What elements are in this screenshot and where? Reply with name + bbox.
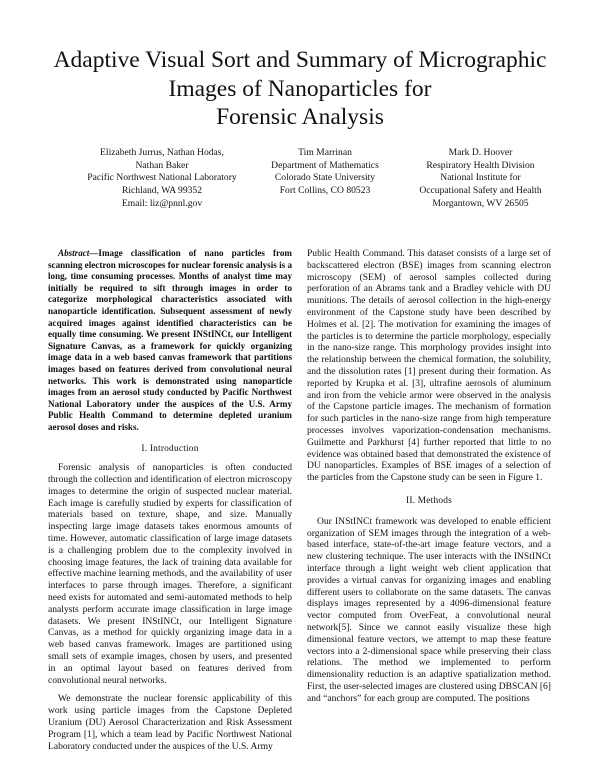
title-line: Forensic Analysis (216, 104, 384, 130)
author-affiliation: Respiratory Health Division (426, 159, 535, 171)
author-names: Tim Marrinan (298, 147, 352, 158)
intro-paragraph-continued: Public Health Command. This dataset consists of a large set of backscattered electron (BSE) images from scanning electron microscopy (SEM) of aerosol samples collected during perforation of an Abrams tank and a Bradley vehicle with DU munitions. The details of aerosol collection in the high-energy environment of the Capstone study have been described by Holmes et al. [2]. The motivation for examining the images of the particles is to determine the particle morphology, especially in the nano-size range. This morphology provides insight into the relationship between the chemical formation, the solubility, and the dissolution rates [1] present during their formation. As reported by Krupka et al. [3], ultrafine aerosols of aluminum and iron from the vehicle armor were observed in the analysis of the Capstone particle images. The mechanism of formation for such particles in the nano-size range from high temperature processes involves vaporization-condensation mechanisms. Guilmette and Parkhurst [4] further reported that little to no evidence was obtained based that demonstrated the existence of DU nanoparticles. Examples of BSE images of a selection of the particles from the Capstone study can be seen in Figure 1. (307, 248, 551, 484)
section-heading-introduction: I. Introduction (141, 443, 199, 454)
author-names: Nathan Baker (135, 159, 189, 171)
author-affiliation: Department of Mathematics (271, 159, 379, 171)
abstract-label: Abstract (58, 248, 90, 258)
title-line: Images of Nanoparticles for (168, 75, 432, 102)
intro-paragraph: We demonstrate the nuclear forensic applicability of this work using particle images from the Capstone Depleted Uranium (DU) Aerosol Characterization and Risk Assessment Program [1], which a team lead by Pacific Northwest National Laboratory conducted under the auspices of the U.S. Army (48, 693, 292, 752)
abstract (48, 248, 292, 434)
author-block-csu (250, 147, 400, 198)
left-column (48, 248, 292, 752)
abstract-text: —Image classification of nano particles from scanning electron microscopes for nuclear forensic analysis is a long, time consuming processes. Months of analyst time may initially be required to sift through images in order to categorize morphological characteristics associated with nanoparticle identification. Subsequent assessment of newly acquired images against identified characteristics can be equally time consuming. We present INStINCt, our Intelligent Signature Canvas, as a framework for quickly organizing image data in a web based canvas framework that partitions images based on features derived from convolutional neural networks. This work is demonstrated using nanoparticle images from an aerosol study conducted by Pacific Northwest National Laboratory under the auspices of the U.S. Army Public Health Command to determine depleted uranium aerosol doses and risks. (48, 248, 292, 432)
author-block-pnnl (72, 147, 252, 211)
author-block-niosh (388, 147, 573, 211)
author-address: Richland, WA 99352 (121, 185, 203, 197)
paper-title (30, 46, 570, 132)
author-affiliation: Occupational Safety and Health (419, 185, 542, 197)
right-column (307, 248, 551, 704)
section-heading-methods: II. Methods (406, 495, 452, 506)
title-line: Adaptive Visual Sort and Summary of Micrographic (53, 47, 547, 73)
author-address: Morgantown, WV 26505 (432, 197, 529, 209)
author-names: Mark D. Hoover (448, 147, 513, 158)
methods-paragraph: Our INStINCt framework was developed to enable efficient organization of SEM images through the integration of a web-based interface, state-of-the-art image feature vectors, and a new clustering technique. The user interacts with the INStINCt interface through a light weight web client application that provides a virtual canvas for organizing images and enabling different users to collaborate on the same datasets. The canvas displays images represented by a 4096-dimensional feature vector computed from OverFeat, a convolutional neural network[5]. Since we cannot easily visualize these high dimensional feature vectors, we attempt to map these feature vectors into a 2-dimensional space while preserving their class relations. The method we implemented to perform dimensionality reduction is an adaptive spatialization method. First, the user-selected images are clustered using DBSCAN [6] and “anchors” for each group are computed. The positions (307, 515, 551, 704)
author-names: Elizabeth Jurrus, Nathan Hodas, (100, 147, 224, 158)
author-affiliation: National Institute for (440, 172, 521, 184)
author-email: Email: liz@pnnl.gov (121, 197, 203, 209)
author-address: Fort Collins, CO 80523 (279, 185, 371, 197)
intro-paragraph: Forensic analysis of nanoparticles is often conducted through the collection and identification of electron microscopy images to determine the origin of suspected nuclear material. Each image is carefully studied by experts for classification of materials based on texture, shape, and size. Manually inspecting large image datasets takes enormous amounts of time. However, automatic classification of large image datasets is a challenging problem due to the complexity involved in choosing image features, the lack of training data available for effective machine learning methods, and the availability of user interfaces to parse through images. Therefore, a significant need exists for automated and semi-automated methods to help analysts perform accurate image classification in large image datasets. We present INStINCt, our Intelligent Signature Canvas, as a method for quickly organizing image data in a web based canvas framework. Images are partitioned using small sets of example images, chosen by users, and presented in an optimal layout based on features derived from convolutional neural networks. (48, 462, 292, 686)
author-affiliation: Pacific Northwest National Laboratory (87, 172, 237, 184)
author-affiliation: Colorado State University (274, 172, 376, 184)
